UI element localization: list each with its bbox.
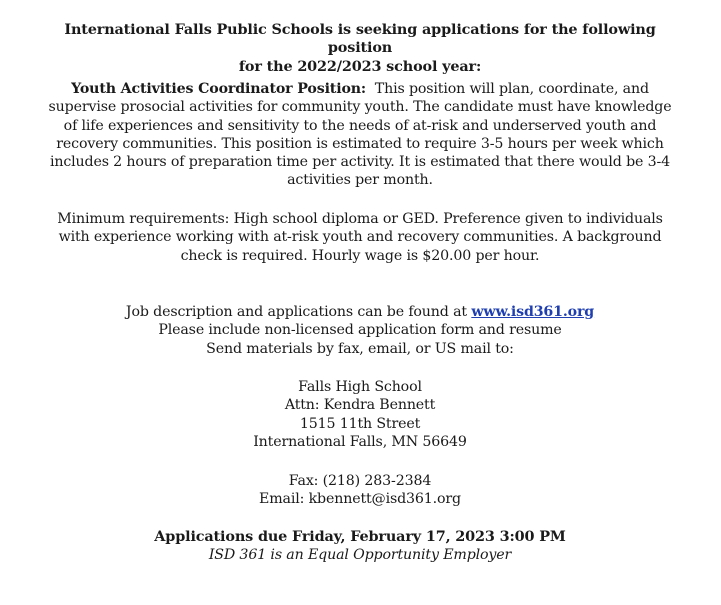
position-paragraph [40, 80, 680, 190]
application-line-1-prefix: Job description and applications can be found at [125, 304, 467, 320]
address-street: 1515 11th Street [299, 415, 421, 432]
requirements-text: Minimum requirements: High school diploma or GED. Preference given to individuals with experience working with at-risk youth and recovery communities. A background check is required. Hourly wage is $20.00 per hour. [57, 211, 663, 264]
application-line-3: Send materials by fax, email, or US mail to: [206, 340, 514, 357]
application-line-1 [40, 303, 680, 321]
mailing-address [40, 378, 680, 451]
address-attn: Attn: Kendra Bennett [284, 397, 436, 414]
heading-line-2: for the 2022/2023 school year: [238, 57, 482, 75]
eeo-statement: ISD 361 is an Equal Opportunity Employer [208, 547, 512, 564]
position-description: This position will plan, coordinate, and supervise prosocial activities for community youth. The candidate must have knowledge of life experiences and sensitivity to the needs of at-risk and underserved youth and recovery communities. This position is estimated to require 3-5 hours per week which includes 2 hours of preparation time per activity. It is estimated that there would be 3-4 activities per month. [48, 81, 672, 189]
requirements-paragraph [40, 210, 680, 265]
application-deadline: Applications due Friday, February 17, 2023 3:00 PM [154, 528, 566, 545]
contact-email: Email: kbennett@isd361.org [259, 491, 461, 508]
position-title: Youth Activities Coordinator Position: [71, 81, 367, 97]
application-instructions [40, 303, 680, 358]
application-line-2: Please include non-licensed application form and resume [158, 322, 562, 339]
address-city: International Falls, MN 56649 [253, 433, 467, 450]
footer [40, 528, 680, 565]
heading [40, 21, 680, 76]
heading-line-1: International Falls Public Schools is seeking applications for the following position [64, 21, 656, 57]
website-link[interactable]: www.isd361.org [471, 304, 595, 320]
contact-info [40, 472, 680, 509]
contact-fax: Fax: (218) 283-2384 [288, 473, 432, 489]
address-name: Falls High School [298, 379, 422, 395]
